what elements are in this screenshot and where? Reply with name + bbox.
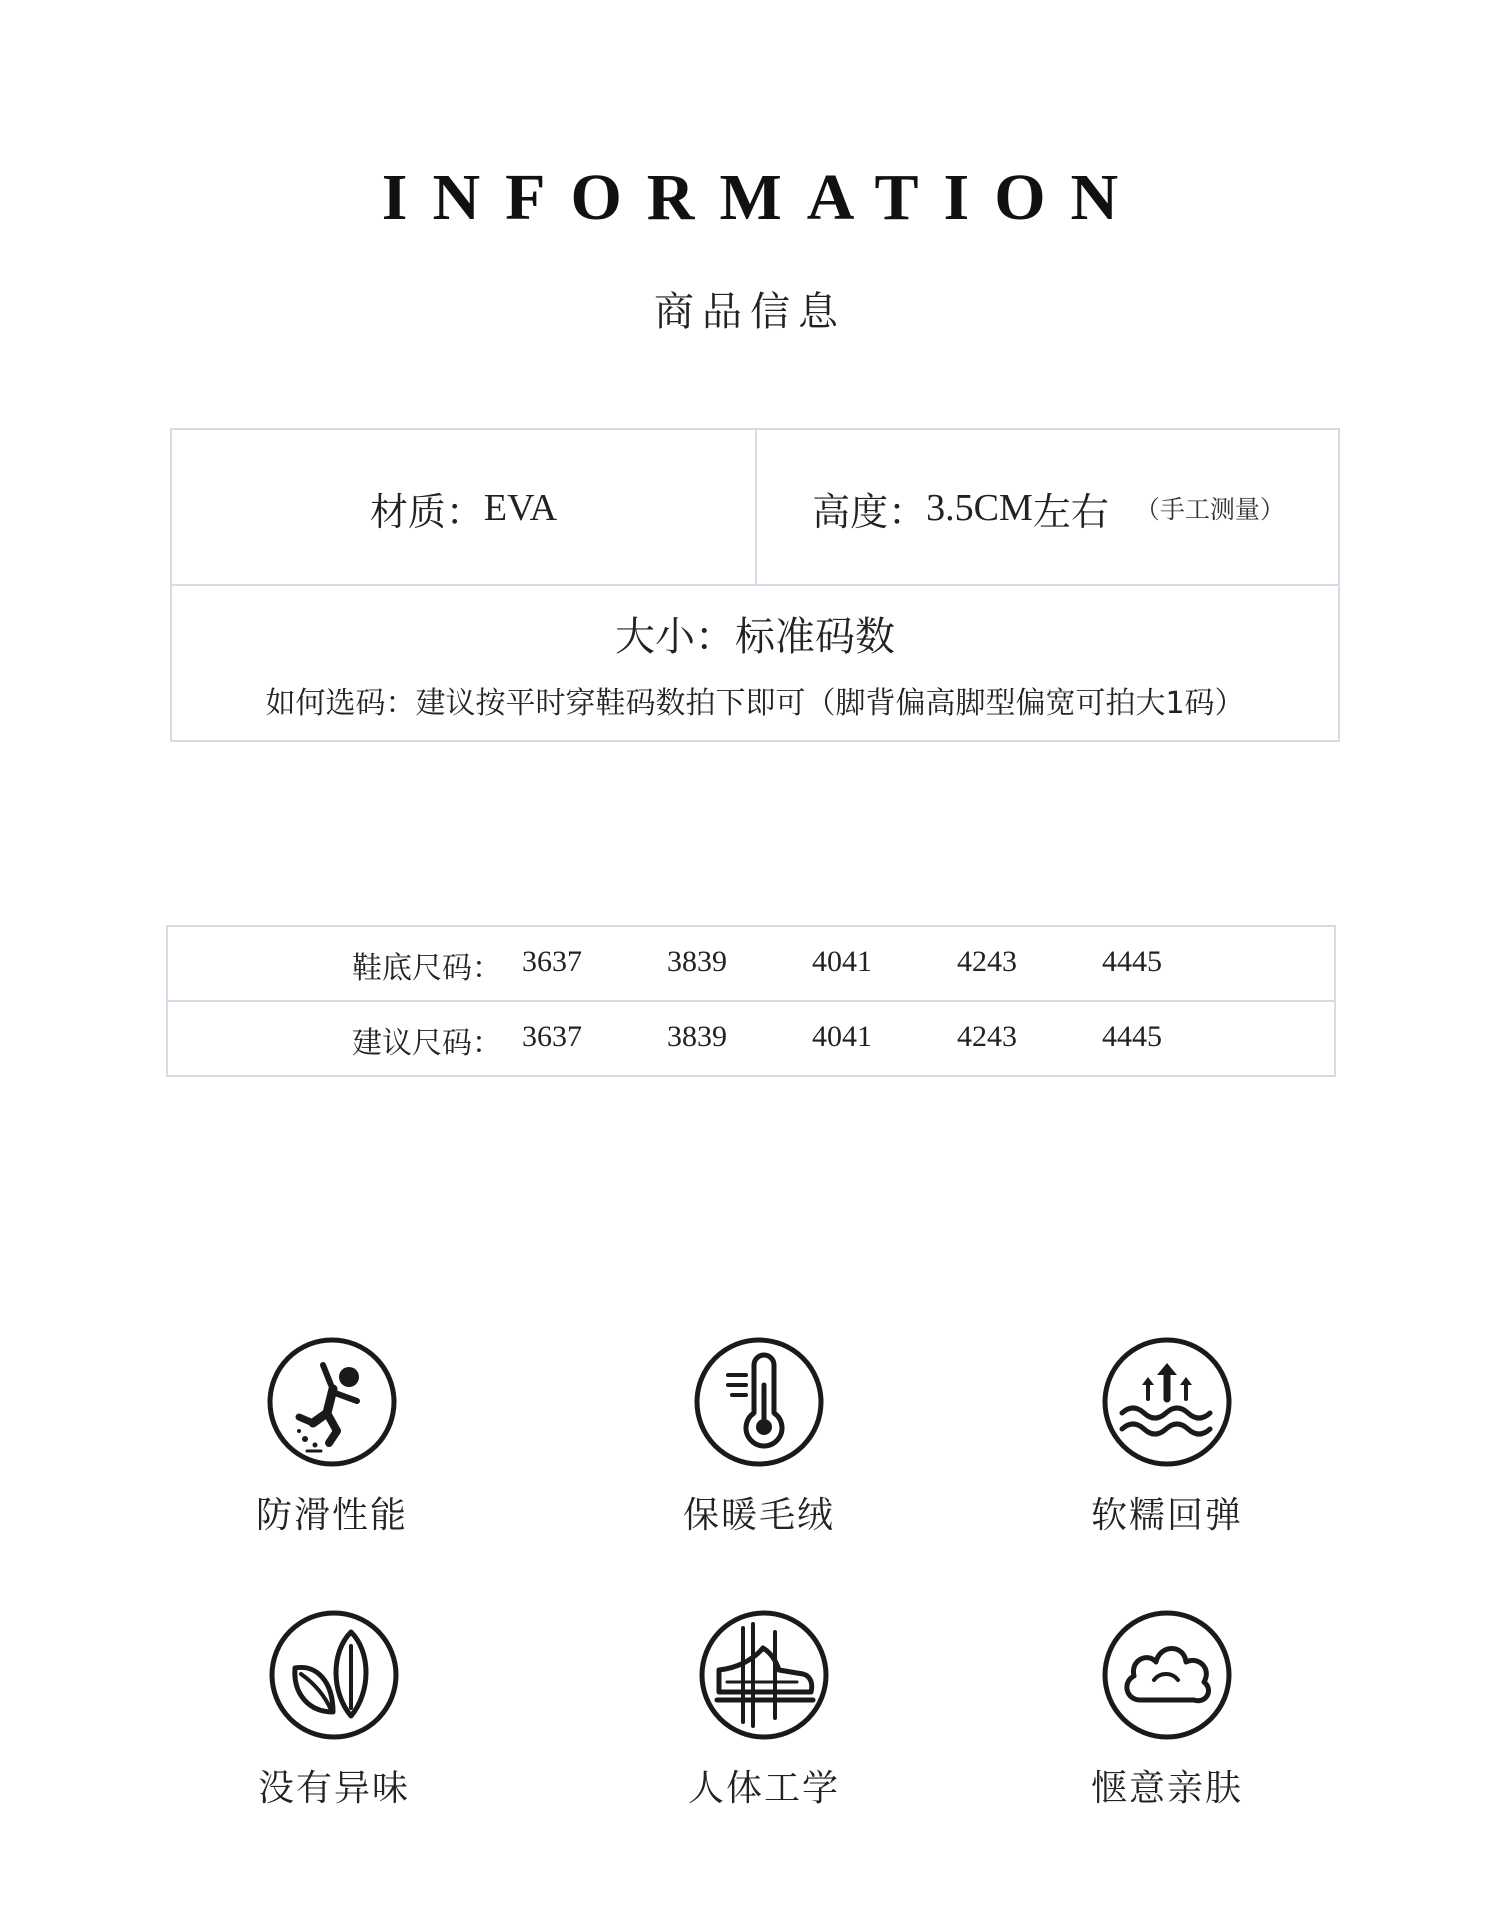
size-value: 4041	[812, 945, 872, 978]
row-label: 建议尺码：	[352, 1026, 502, 1061]
feature-label: 没有异味	[257, 1768, 410, 1809]
size-value: 3637	[522, 945, 582, 978]
size-chart	[166, 925, 1336, 1077]
size-value: 3839	[667, 1020, 727, 1053]
height-suffix: 左右	[1032, 489, 1109, 534]
feature-label: 惬意亲肤	[1090, 1768, 1243, 1809]
height-cell	[757, 430, 1340, 586]
size-value: 4445	[1102, 945, 1162, 978]
feature-label: 人体工学	[687, 1768, 840, 1809]
size-value: 4445	[1102, 1020, 1162, 1053]
feature-item	[184, 1608, 484, 1811]
cloud-icon	[1100, 1608, 1234, 1742]
size-value: 4243	[957, 945, 1017, 978]
size-value: 3637	[522, 1020, 582, 1053]
thermometer-icon	[692, 1335, 826, 1469]
material-label: 材质：	[369, 489, 484, 534]
page-subtitle: 商品信息	[654, 289, 846, 335]
size-tip: 如何选码：建议按平时穿鞋码数拍下即可（脚背偏高脚型偏宽可拍大1码）	[265, 686, 1245, 721]
height-label: 高度：	[812, 489, 927, 534]
anti-slip-icon	[265, 1335, 399, 1469]
size-heading	[172, 605, 1338, 662]
size-value: 4041	[812, 1020, 872, 1053]
size-value: 3839	[667, 945, 727, 978]
size-value: 4243	[957, 1020, 1017, 1053]
feature-item	[609, 1335, 909, 1538]
feature-item	[614, 1608, 914, 1811]
feature-label: 软糯回弹	[1090, 1495, 1243, 1536]
feature-item	[1017, 1608, 1317, 1811]
rebound-waves-icon	[1100, 1335, 1234, 1469]
feature-item	[182, 1335, 482, 1538]
page-title: INFORMATION	[381, 161, 1144, 234]
table-row	[168, 1002, 1334, 1075]
row-label: 鞋底尺码：	[352, 951, 502, 986]
height-value: 3.5CM	[926, 487, 1033, 529]
size-label: 大小：	[615, 614, 735, 660]
feature-item	[1017, 1335, 1317, 1538]
ergonomic-shoe-icon	[697, 1608, 831, 1742]
feature-label: 保暖毛绒	[682, 1495, 835, 1536]
leaf-icon	[267, 1608, 401, 1742]
material-cell	[172, 430, 755, 586]
size-value: 标准码数	[735, 614, 895, 660]
product-info-table	[170, 428, 1340, 742]
height-note: （手工测量）	[1134, 495, 1285, 524]
feature-label: 防滑性能	[255, 1495, 408, 1536]
material-value: EVA	[483, 487, 558, 529]
table-row	[168, 927, 1334, 1000]
